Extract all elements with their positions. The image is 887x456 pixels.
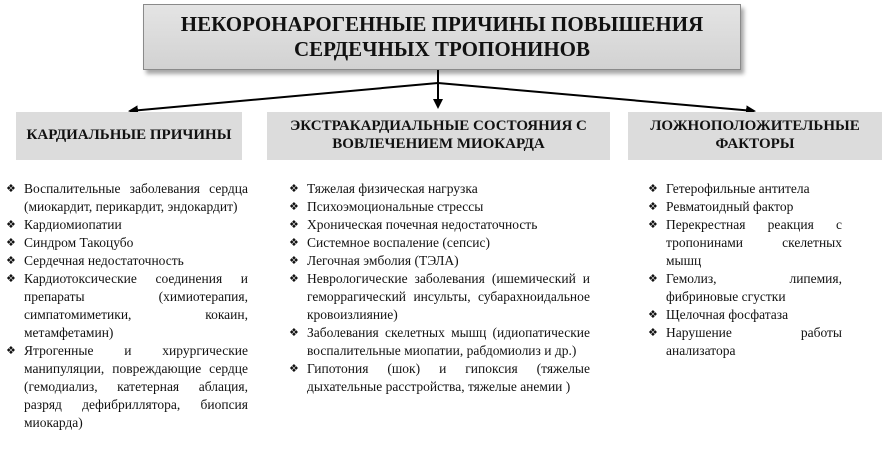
- list-item: ❖ Воспалительные заболевания сердца (миокардит, перикардит, эндокардит): [4, 180, 248, 216]
- list-item: ❖ Тяжелая физическая нагрузка: [287, 180, 590, 198]
- list-item: ❖ Гемолиз, липемия, фибриновые сгустки: [646, 270, 842, 306]
- list-item: ❖ Гипотония (шок) и гипоксия (тяжелые дыхательные расстройства, тяжелые анемии ): [287, 360, 590, 396]
- list-item: ❖ Кардиомиопатии: [4, 216, 248, 234]
- category-cardiac-header: КАРДИАЛЬНЫЕ ПРИЧИНЫ: [16, 112, 242, 160]
- false-positive-factors-list: [646, 180, 842, 360]
- list-item: ❖ Перекрестная реакция с тропонинами скелетных мышц: [646, 216, 842, 270]
- list-item: ❖ Психоэмоциональные стрессы: [287, 198, 590, 216]
- list-item: ❖ Ятрогенные и хирургические манипуляции, повреждающие сердце (гемодиализ, катетерная аблация, разряд дефибриллятора, биопсия миокарда): [4, 342, 248, 432]
- extracardiac-conditions-list: [287, 180, 590, 396]
- list-item: ❖ Щелочная фосфатаза: [646, 306, 842, 324]
- list-item: ❖ Кардиотоксические соединения и препараты (химиотерапия, симпатомиметики, кокаин, метамфетамин): [4, 270, 248, 342]
- list-item: ❖ Гетерофильные антитела: [646, 180, 842, 198]
- arrow-right: [438, 83, 754, 111]
- list-item: ❖ Легочная эмболия (ТЭЛА): [287, 252, 590, 270]
- list-item: ❖ Сердечная недостаточность: [4, 252, 248, 270]
- list-item: ❖ Ревматоидный фактор: [646, 198, 842, 216]
- category-extracardiac-header: ЭКСТРАКАРДИАЛЬНЫЕ СОСТОЯНИЯ С ВОВЛЕЧЕНИЕМ МИОКАРДА: [267, 112, 610, 160]
- category-false-positive-header: ЛОЖНОПОЛОЖИТЕЛЬНЫЕ ФАКТОРЫ: [628, 112, 882, 160]
- list-item: ❖ Заболевания скелетных мышц (идиопатические воспалительные миопатии, рабдомиолиз и др.): [287, 324, 590, 360]
- list-item: ❖ Системное воспаление (сепсис): [287, 234, 590, 252]
- list-item: ❖ Неврологические заболевания (ишемический и геморрагический инсульты, субарахноидальное кровоизлияние): [287, 270, 590, 324]
- list-item: ❖ Синдром Такоцубо: [4, 234, 248, 252]
- list-item: ❖ Нарушение работы анализатора: [646, 324, 842, 360]
- list-item: ❖ Хроническая почечная недостаточность: [287, 216, 590, 234]
- diagram-title: НЕКОРОНАРОГЕННЫЕ ПРИЧИНЫ ПОВЫШЕНИЯ СЕРДЕЧНЫХ ТРОПОНИНОВ: [143, 4, 741, 70]
- arrow-left: [130, 83, 438, 111]
- cardiac-causes-list: [4, 180, 248, 432]
